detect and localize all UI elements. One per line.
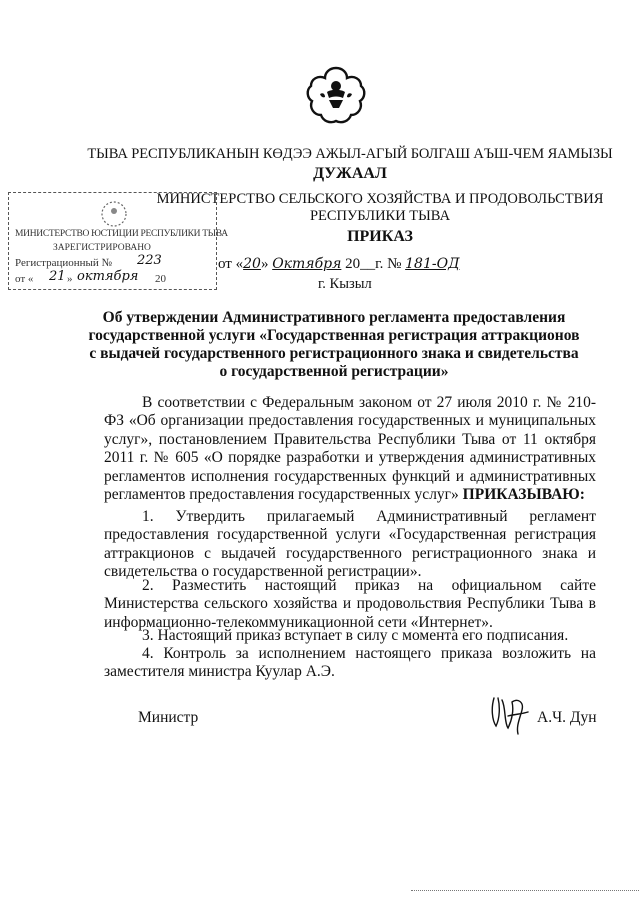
- orders-word: ПРИКАЗЫВАЮ:: [462, 486, 585, 504]
- stamp-line-registered: ЗАРЕГИСТРИРОВАНО: [53, 243, 151, 253]
- order-item-2: 2. Разместить настоящий приказ на официальном сайте Министерства сельского хозяйства и продовольствия Республики Тыва в информационно-телекоммуникационной сети «Интернет».: [104, 577, 596, 631]
- stamp-date-day: 21: [49, 269, 66, 284]
- order-number: 181-ОД: [405, 256, 460, 272]
- signer-position: Министр: [138, 709, 199, 726]
- stamp-date-year: 20: [155, 273, 166, 285]
- stamp-reg-label: Регистрационный №: [15, 257, 113, 269]
- signer-name: А.Ч. Дун: [537, 709, 597, 726]
- order-date-prefix: от «: [218, 256, 244, 272]
- order-year-blank: __: [360, 256, 376, 272]
- order-item-3: 3. Настоящий приказ вступает в силу с момента его подписания.: [142, 627, 569, 644]
- order-date-month: Октября: [272, 256, 342, 272]
- stamp-date-prefix: от «: [15, 273, 34, 285]
- header-ministry-line1: МИНИСТЕРСТВО СЕЛЬСКОГО ХОЗЯЙСТВА И ПРОДОВОЛЬСТВИЯ: [156, 191, 604, 207]
- order-city: г. Кызыл: [318, 276, 372, 292]
- header-ministry-line2: РЕСПУБЛИКИ ТЫВА: [309, 208, 451, 224]
- order-date-day: 20: [243, 256, 261, 272]
- preamble-paragraph: [104, 394, 596, 504]
- stamp-line-date: [15, 269, 166, 285]
- handwritten-signature: [488, 692, 530, 738]
- header-order-tuvan: ДУЖААЛ: [313, 165, 387, 182]
- document-title: Об утверждении Административного регламента предоставления государственной услуги «Государственная регистрация аттракционов с выдачей государственного регистрационного знака и свидетельства о государственной регистрации»: [88, 309, 580, 380]
- stamp-line-ministry: МИНИСТЕРСТВО ЮСТИЦИИ РЕСПУБЛИКИ ТЫВА: [15, 229, 228, 239]
- stamp-line-reg-number: [15, 253, 162, 269]
- order-date-close: »: [260, 256, 269, 272]
- tuva-emblem-icon: [305, 64, 367, 126]
- order-item-1: 1. Утвердить прилагаемый Административный регламент предоставления государственной услуги «Государственная регистрация аттракционов с выдачей государственного регистрационного знака и свидетельства о государственной регистрации».: [104, 508, 596, 581]
- registration-stamp: [8, 192, 228, 290]
- page-edge-mark: [411, 890, 639, 895]
- header-order-russian: ПРИКАЗ: [347, 228, 413, 245]
- stamp-reg-number: 223: [137, 253, 162, 268]
- order-year-prefix: 20: [345, 256, 361, 272]
- stamp-date-close: »: [67, 273, 73, 285]
- order-item-4: 4. Контроль за исполнением настоящего приказа возложить на заместителя министра Куулар А.Э.: [104, 645, 596, 681]
- order-date-number: [218, 256, 459, 273]
- preamble-text: В соответствии с Федеральным законом от 27 июля 2010 г. № 210-ФЗ «Об организации предоставления государственных и муниципальных услуг», постановлением Правительства Республики Тыва от 11 октября 2011 г. № 605 «О порядке разработки и утверждения административных регламентов исполнения государственных функций и административных регламентов предоставления государственных услуг»: [104, 394, 596, 504]
- stamp-emblem-icon: [99, 199, 129, 229]
- order-number-label: г. №: [375, 256, 402, 272]
- stamp-date-month: октября: [77, 269, 139, 284]
- header-tuvan-ministry: ТЫВА РЕСПУБЛИКАНЫН КӨДЭЭ АЖЫЛ-АГЫЙ БОЛГАШ АЪШ-ЧЕМ ЯАМЫЗЫ: [87, 146, 613, 162]
